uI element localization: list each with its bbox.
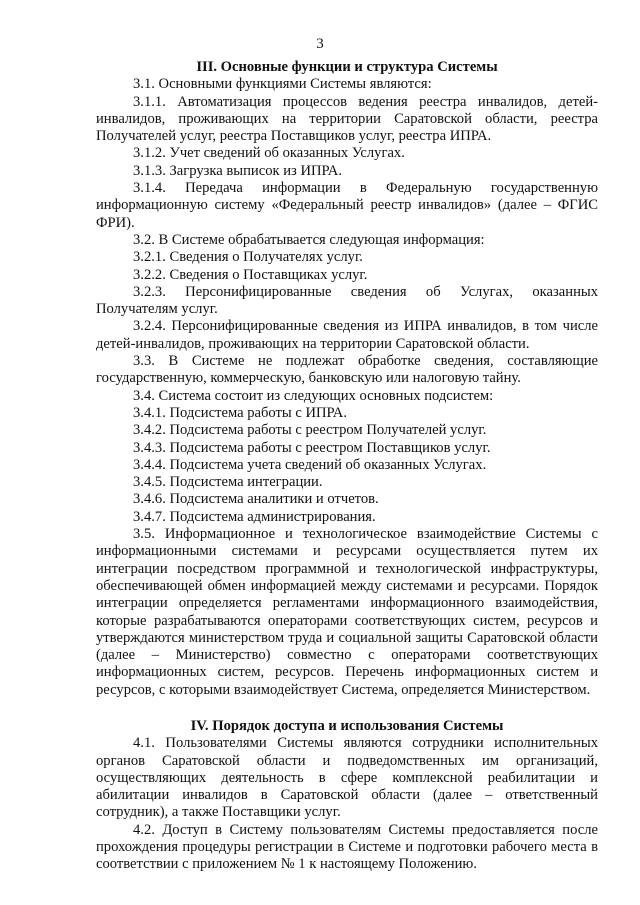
paragraph-3-4-1: 3.4.1. Подсистема работы с ИПРА. bbox=[133, 404, 347, 421]
paragraph-3-4-3: 3.4.3. Подсистема работы с реестром Поставщиков услуг. bbox=[133, 439, 491, 456]
paragraph-3-4-6: 3.4.6. Подсистема аналитики и отчетов. bbox=[133, 491, 379, 508]
paragraph-3-1-3: 3.1.3. Загрузка выписок из ИПРА. bbox=[133, 162, 342, 179]
paragraph-3-1-2: 3.1.2. Учет сведений об оказанных Услугах. bbox=[133, 145, 405, 162]
paragraph-3-1-1: 3.1.1. Автоматизация процессов ведения реестра инвалидов, детей-инвалидов, проживающих на территории Саратовской области, реестра Получателей услуг, реестра Поставщиков услуг, реестра ИПРА. bbox=[96, 93, 598, 145]
page-number: 3 bbox=[316, 36, 324, 52]
section-3-title: III. Основные функции и структура Системы bbox=[196, 59, 498, 75]
paragraph-3-2-3: 3.2.3. Персонифицированные сведения об Услугах, оказанных Получателям услуг. bbox=[96, 283, 598, 318]
paragraph-3-4-2: 3.4.2. Подсистема работы с реестром Получателей услуг. bbox=[133, 422, 487, 439]
paragraph-3-4-5: 3.4.5. Подсистема интеграции. bbox=[133, 474, 323, 491]
paragraph-4-2: 4.2. Доступ в Систему пользователям Системы предоставляется после прохождения процедуры регистрации в Системе и подготовки рабочего места в соответствии с приложением № 1 к настоящему Положению. bbox=[96, 821, 598, 873]
paragraph-3-3: 3.3. В Системе не подлежат обработке сведения, составляющие государственную, коммерческую, банковскую или налоговую тайну. bbox=[96, 353, 598, 387]
paragraph-3-2-2: 3.2.2. Сведения о Поставщиках услуг. bbox=[133, 266, 368, 283]
paragraph-4-1: 4.1. Пользователями Системы являются сотрудники исполнительных органов Саратовской области и подведомственных им организаций, осуществляющих деятельность в сфере комплексной реабилитации и абилитации инвалидов в Саратовской области (далее – ответственный сотрудник), а также Поставщики услуг. bbox=[96, 735, 598, 821]
section-4-title: IV. Порядок доступа и использования Системы bbox=[190, 717, 504, 734]
document-body bbox=[96, 59, 598, 874]
paragraph-3-1: 3.1. Основными функциями Системы являются: bbox=[133, 76, 432, 93]
paragraph-3-2: 3.2. В Системе обрабатывается следующая информация: bbox=[133, 231, 485, 248]
paragraph-3-4-7: 3.4.7. Подсистема администрирования. bbox=[133, 508, 376, 525]
paragraph-3-2-4: 3.2.4. Персонифицированные сведения из ИПРА инвалидов, в том числе детей-инвалидов, проживающих на территории Саратовской области. bbox=[96, 318, 598, 352]
paragraph-3-4-4: 3.4.4. Подсистема учета сведений об оказанных Услугах. bbox=[133, 456, 487, 473]
paragraph-3-5: 3.5. Информационное и технологическое взаимодействие Системы с информационными системами и ресурсами осуществляется путем их интеграции посредством программной и технологической инфраструктуры, обеспечивающей обмен информацией между системами и ресурсами. Порядок интеграции определяется регламентами информационного взаимодействия, которые разрабатываются операторами соответствующих систем, ресурсов и утверждаются министерством труда и социальной защиты Саратовской области (далее – Министерство) совместно с операторами соответствующих информационных систем, ресурсов. Перечень информационных систем и ресурсов, с которыми взаимодействует Система, определяется Министерством. bbox=[96, 526, 598, 698]
paragraph-3-4: 3.4. Система состоит из следующих основных подсистем: bbox=[133, 387, 494, 404]
paragraph-3-1-4: 3.1.4. Передача информации в Федеральную государственную информационную систему «Федеральный реестр инвалидов» (далее – ФГИС ФРИ). bbox=[96, 180, 598, 231]
paragraph-3-2-1: 3.2.1. Сведения о Получателях услуг. bbox=[133, 249, 363, 266]
